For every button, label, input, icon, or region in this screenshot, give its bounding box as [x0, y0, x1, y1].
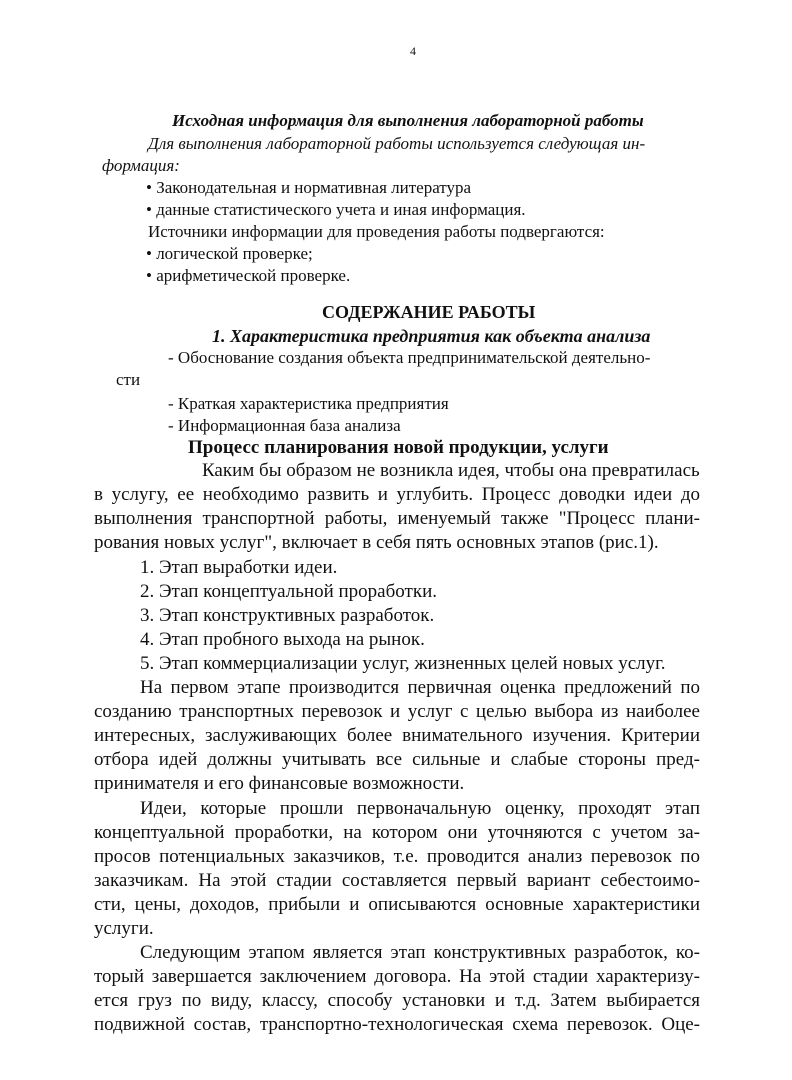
dash-item: - Информационная база анализа — [168, 416, 401, 435]
dash-item: - Краткая характеристика предприятия — [168, 394, 449, 413]
check-item: • логической проверке; — [146, 244, 313, 263]
content-subtitle: 1. Характеристика предприятия как объекта анализа — [212, 326, 651, 346]
paragraph-line: Следующим этапом является этап конструктивных разработок, ко- — [140, 942, 700, 963]
intro-paragraph-line: рования новых услуг", включает в себя пять основных этапов (рис.1). — [94, 532, 659, 553]
check-item: • арифметической проверке. — [146, 266, 351, 285]
content-title: СОДЕРЖАНИЕ РАБОТЫ — [322, 302, 536, 322]
intro-paragraph-line: Каким бы образом не возникла идея, чтобы она превратилась — [202, 460, 700, 481]
bullet-item: • данные статистического учета и иная информация. — [146, 200, 526, 219]
paragraph-line: созданию транспортных перевозок и услуг с целью выбора из наиболее — [94, 701, 700, 722]
paragraph-line: сти, цены, доходов, прибыли и описываются основные характеристики — [94, 894, 700, 915]
intro-paragraph-line: выполнения транспортной работы, именуемый также "Процесс плани- — [94, 508, 700, 529]
paragraph-line: услуги. — [94, 918, 154, 939]
intro-paragraph-line: в услугу, ее необходимо развить и углубить. Процесс доводки идеи до — [94, 484, 700, 505]
sources-intro: Источники информации для проведения работы подвергаются: — [148, 222, 605, 241]
intro-line-1: Для выполнения лабораторной работы используется следующая ин- — [148, 134, 646, 153]
stage-item: 2. Этап концептуальной проработки. — [140, 581, 437, 602]
paragraph-line: торый завершается заключением договора. На этой стадии характеризу- — [94, 966, 700, 987]
paragraph-line: подвижной состав, транспортно-технологическая схема перевозок. Оце- — [94, 1014, 700, 1035]
stage-item: 1. Этап выработки идеи. — [140, 557, 338, 578]
paragraph-line: На первом этапе производится первичная оценка предложений по — [140, 677, 700, 698]
paragraph-line: интересных, заслуживающих более внимательного изучения. Критерии — [94, 725, 700, 746]
paragraph-line: заказчикам. На этой стадии составляется первый вариант себестоимо- — [94, 870, 700, 891]
paragraph-line: отбора идей должны учитывать все сильные и слабые стороны пред- — [94, 749, 700, 770]
paragraph-line: Идеи, которые прошли первоначальную оценку, проходят этап — [140, 798, 700, 819]
stage-item: 5. Этап коммерциализации услуг, жизненных целей новых услуг. — [140, 653, 666, 674]
dash-item: - Обоснование создания объекта предпринимательской деятельно- — [168, 348, 651, 367]
bullet-item: • Законодательная и нормативная литература — [146, 178, 472, 197]
section-heading-source-info: Исходная информация для выполнения лабораторной работы — [172, 111, 644, 130]
section-heading-planning: Процесс планирования новой продукции, услуги — [188, 437, 609, 458]
intro-line-2: формация: — [102, 156, 180, 175]
paragraph-line: просов потенциальных заказчиков, т.е. проводится анализ перевозок по — [94, 846, 700, 867]
paragraph-line: ется груз по виду, классу, способу установки и т.д. Затем выбирается — [94, 990, 700, 1011]
paragraph-line: концептуальной проработки, на котором они уточняются с учетом за- — [94, 822, 700, 843]
dash-item-continuation: сти — [116, 370, 141, 389]
stage-item: 4. Этап пробного выхода на рынок. — [140, 629, 425, 650]
stage-item: 3. Этап конструктивных разработок. — [140, 605, 435, 626]
paragraph-line: принимателя и его финансовые возможности. — [94, 773, 465, 794]
page-number: 4 — [410, 44, 416, 58]
